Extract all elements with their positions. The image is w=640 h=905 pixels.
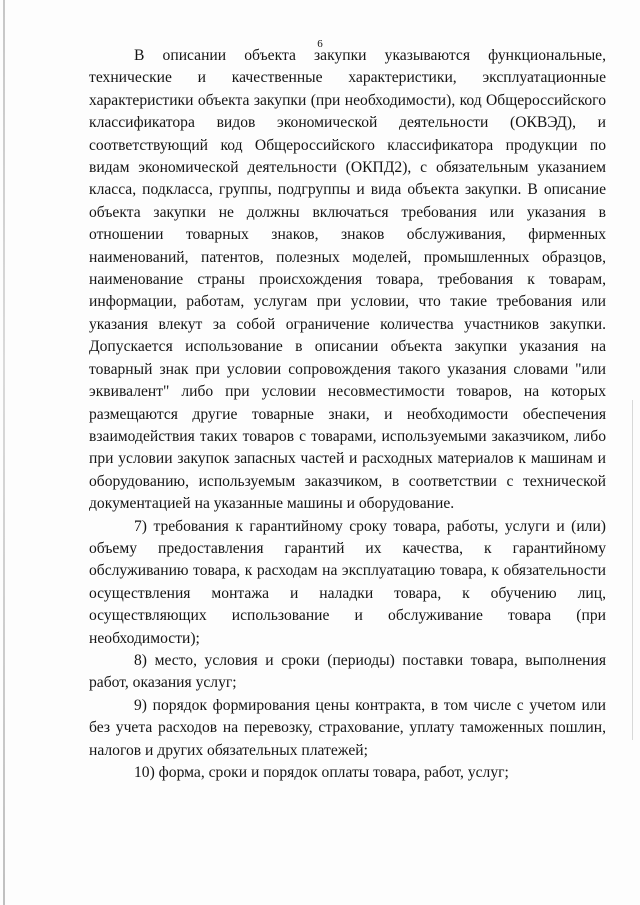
scan-left-edge [3,0,5,905]
paragraph-item-8: 8) место, условия и сроки (периоды) поставки товара, выполнения работ, оказания услуг; [89,651,606,692]
paragraph-item-9: 9) порядок формирования цены контракта, в том числе с учетом или без учета расходов на перевозку, страхование, уплату таможенных пошлин, налогов и других обязательных платежей; [89,696,606,759]
paragraph-object-description: В описании объекта закупки указываются функциональные, технические и качественные характеристики, эксплуатационные характеристики объекта закупки (при необходимости), код Общероссийского классификатора видов экономической деятельности (ОКВЭД), и соответствующий код Общероссийского классификатора продукции по видам экономической деятельности (ОКПД2), с обязательным указанием класса, подкласса, группы, подгруппы и вида объекта закупки. В описание объекта закупки не должны включаться требования или указания в отношении товарных знаков, знаков обслуживания, фирменных наименований, патентов, полезных моделей, промышленных образцов, наименование страны происхождения товара, требования к товарам, информации, работам, услугам при условии, что такие требования или указания влекут за собой ограничение количества участников закупки. Допускается использование в описании объекта закупки указания на товарный знак при условии сопровождения такого указания словами "или эквивалент" либо при условии несовместимости товаров, на которых размещаются другие товарные знаки, и необходимости обеспечения взаимодействия таких товаров с товарами, используемыми заказчиком, либо при условии закупок запасных частей и расходных материалов к машинам и оборудованию, используемым заказчиком, в соответствии с технической документацией на указанные машины и оборудование. [89,47,606,513]
paragraph-item-10: 10) форма, сроки и порядок оплаты товара, работ, услуг; [134,764,509,781]
scan-right-mark [632,400,633,740]
paragraph-item-7: 7) требования к гарантийному сроку товара, работы, услуги и (или) объему предоставления гарантий их качества, к гарантийному обслуживанию товара, к расходам на эксплуатацию товара, к обязательности осуществления монтажа и наладки товара, к обучению лиц, осуществляющих использование и обслуживание товара (при необходимости); [89,517,606,647]
page-number: 6 [317,38,323,50]
body-text [89,45,606,784]
